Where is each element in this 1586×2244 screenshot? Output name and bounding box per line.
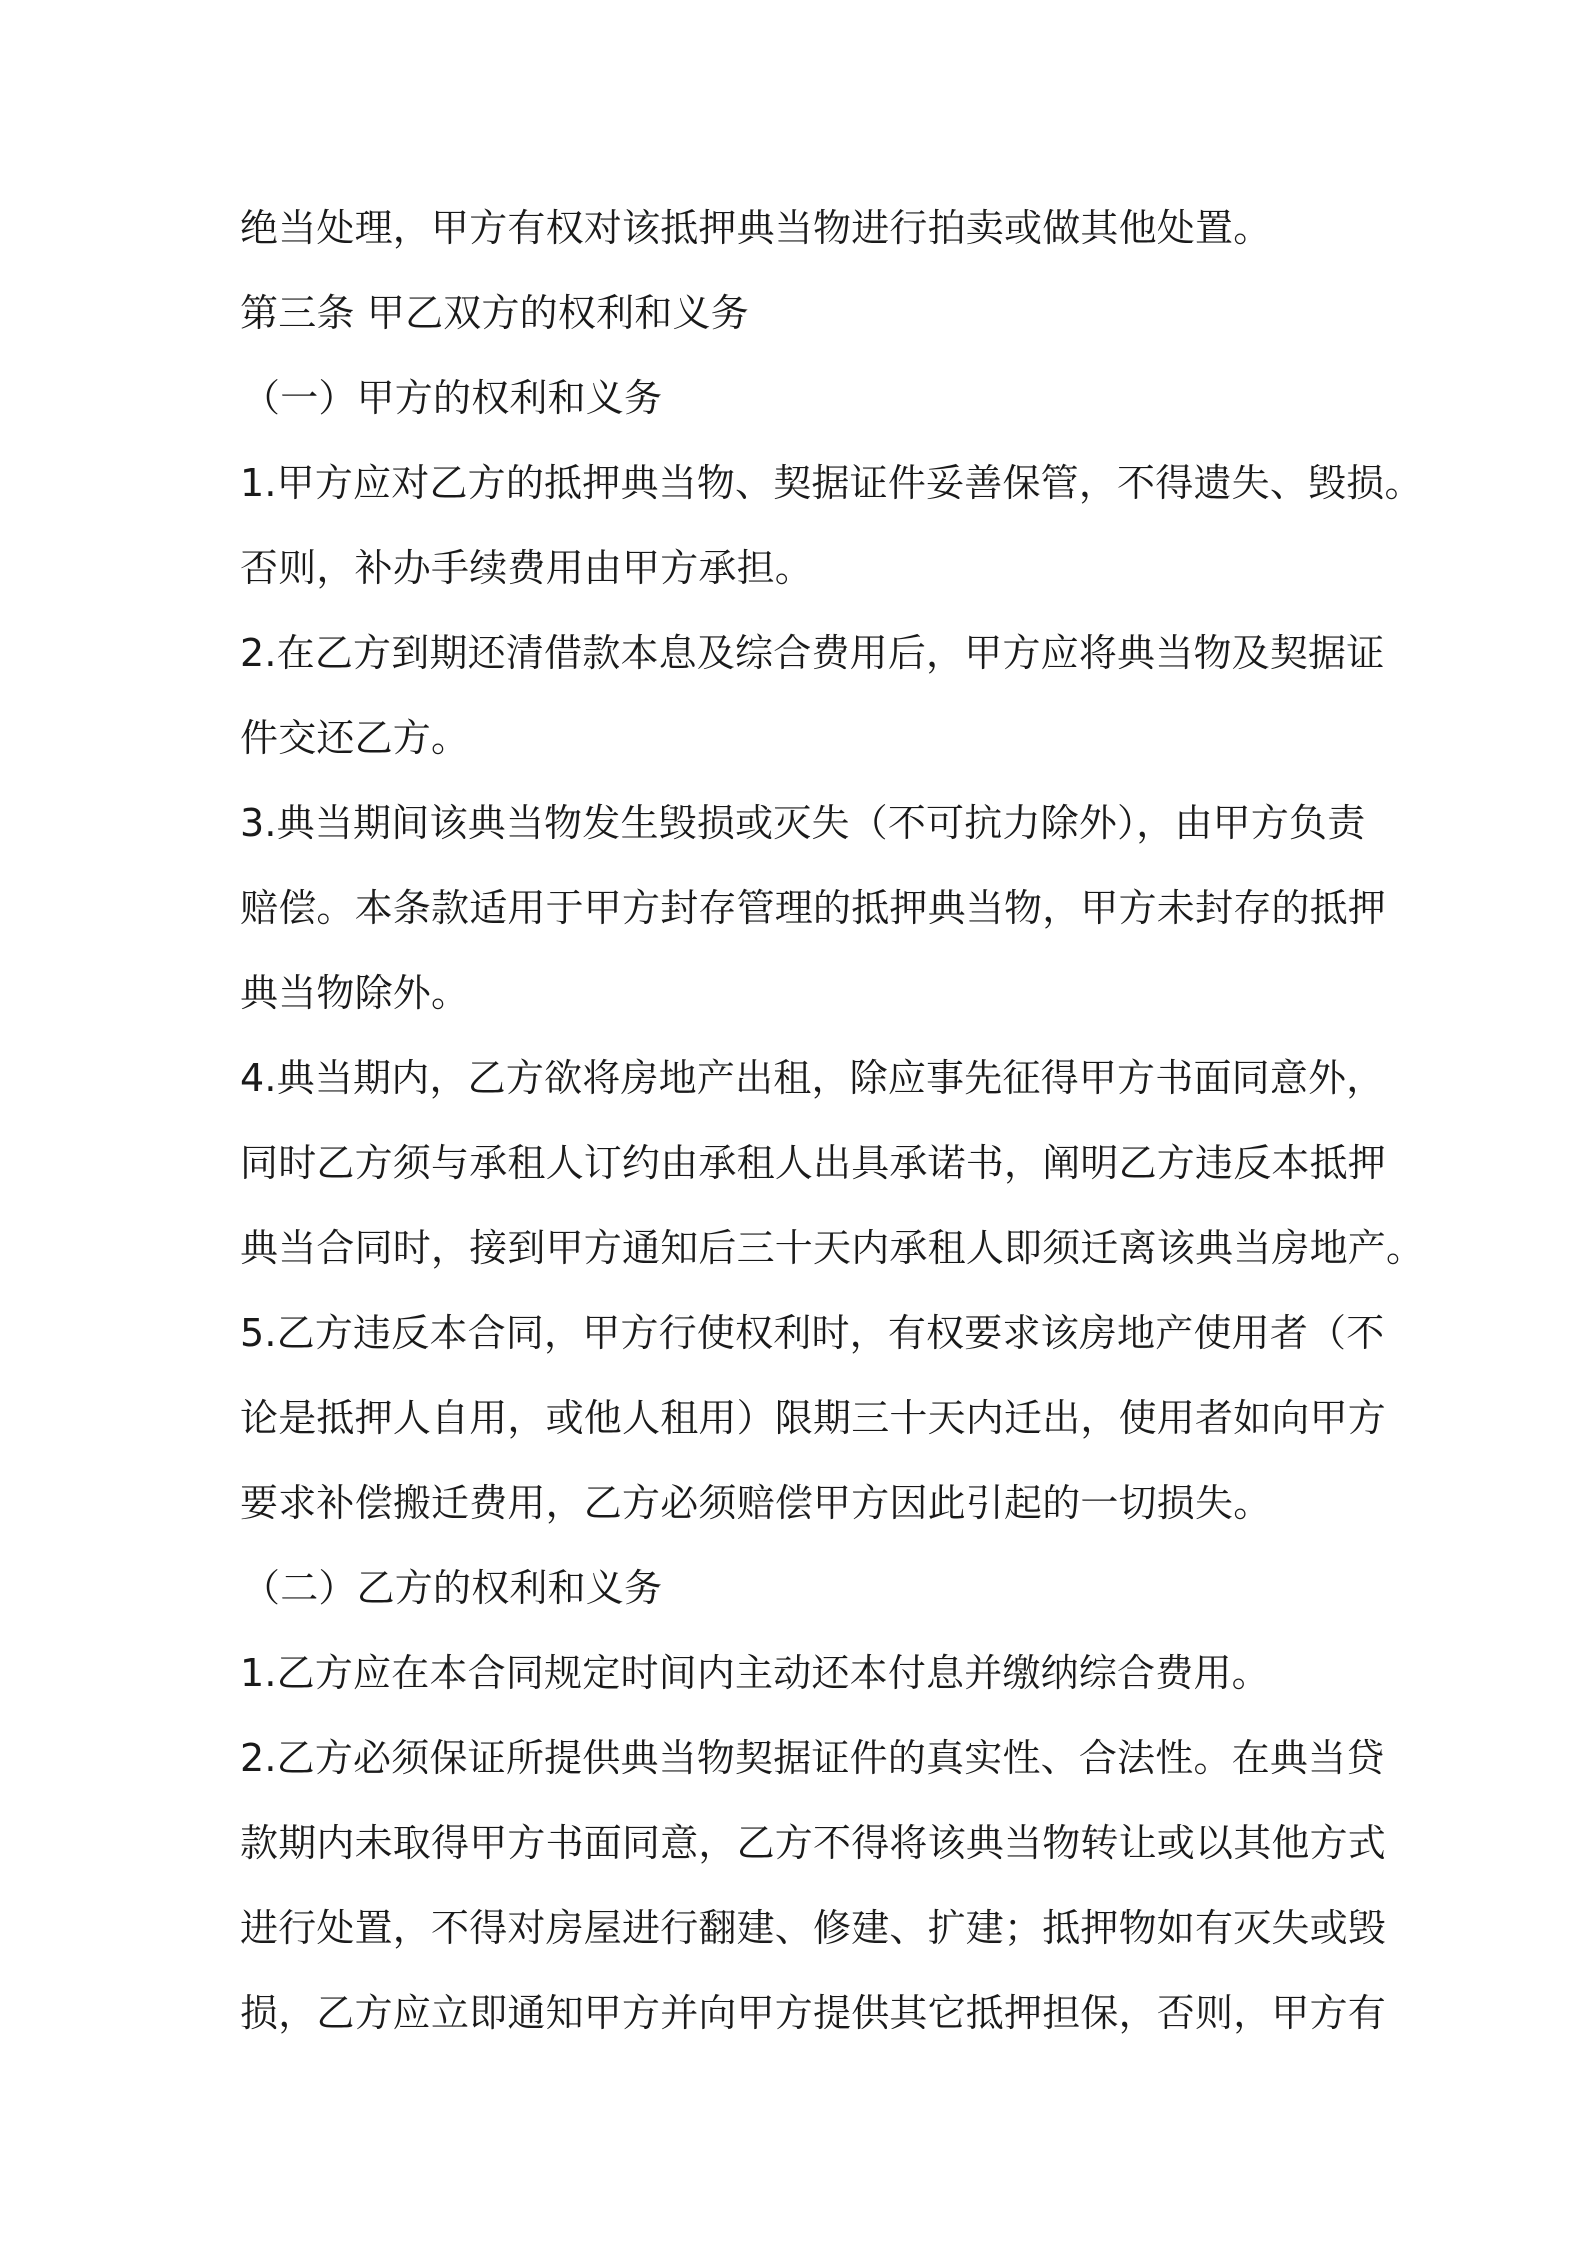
text-line: 2.在乙方到期还清借款本息及综合费用后，甲方应将典当物及契据证 [240, 631, 1385, 675]
text-line: 4.典当期内，乙方欲将房地产出租，除应事先征得甲方书面同意外， [240, 1056, 1385, 1100]
text-line: 损，乙方应立即通知甲方并向甲方提供其它抵押担保，否则，甲方有 [240, 1991, 1387, 2035]
text-line: 否则，补办手续费用由甲方承担。 [240, 546, 814, 590]
text-line: 1.甲方应对乙方的抵押典当物、契据证件妥善保管，不得遗失、毁损。 [240, 461, 1423, 505]
text-line: 赔偿。本条款适用于甲方封存管理的抵押典当物，甲方未封存的抵押 [240, 886, 1387, 930]
text-line: 2.乙方必须保证所提供典当物契据证件的真实性、合法性。在典当贷 [240, 1736, 1385, 1780]
text-line: 件交还乙方。 [240, 716, 470, 760]
text-line: 论是抵押人自用，或他人租用）限期三十天内迁出，使用者如向甲方 [240, 1396, 1387, 1440]
text-line: 典当物除外。 [240, 971, 470, 1015]
text-line: 5.乙方违反本合同，甲方行使权利时，有权要求该房地产使用者（不 [240, 1311, 1385, 1355]
subsection-heading: （一）甲方的权利和义务 [242, 376, 663, 420]
text-line: 典当合同时，接到甲方通知后三十天内承租人即须迁离该典当房地产。 [240, 1226, 1425, 1270]
section-heading: 第三条 甲乙双方的权利和义务 [240, 291, 749, 335]
text-line: 进行处置，不得对房屋进行翻建、修建、扩建；抵押物如有灭失或毁 [240, 1906, 1387, 1950]
text-line: 同时乙方须与承租人订约由承租人出具承诺书，阐明乙方违反本抵押 [240, 1141, 1387, 1185]
text-line: 要求补偿搬迁费用，乙方必须赔偿甲方因此引起的一切损失。 [240, 1481, 1272, 1525]
text-line: 3.典当期间该典当物发生毁损或灭失（不可抗力除外），由甲方负责 [240, 801, 1366, 845]
subsection-heading: （二）乙方的权利和义务 [242, 1566, 663, 1610]
text-line: 1.乙方应在本合同规定时间内主动还本付息并缴纳综合费用。 [240, 1651, 1270, 1695]
text-line: 绝当处理，甲方有权对该抵押典当物进行拍卖或做其他处置。 [240, 206, 1272, 250]
text-line: 款期内未取得甲方书面同意，乙方不得将该典当物转让或以其他方式 [240, 1821, 1387, 1865]
